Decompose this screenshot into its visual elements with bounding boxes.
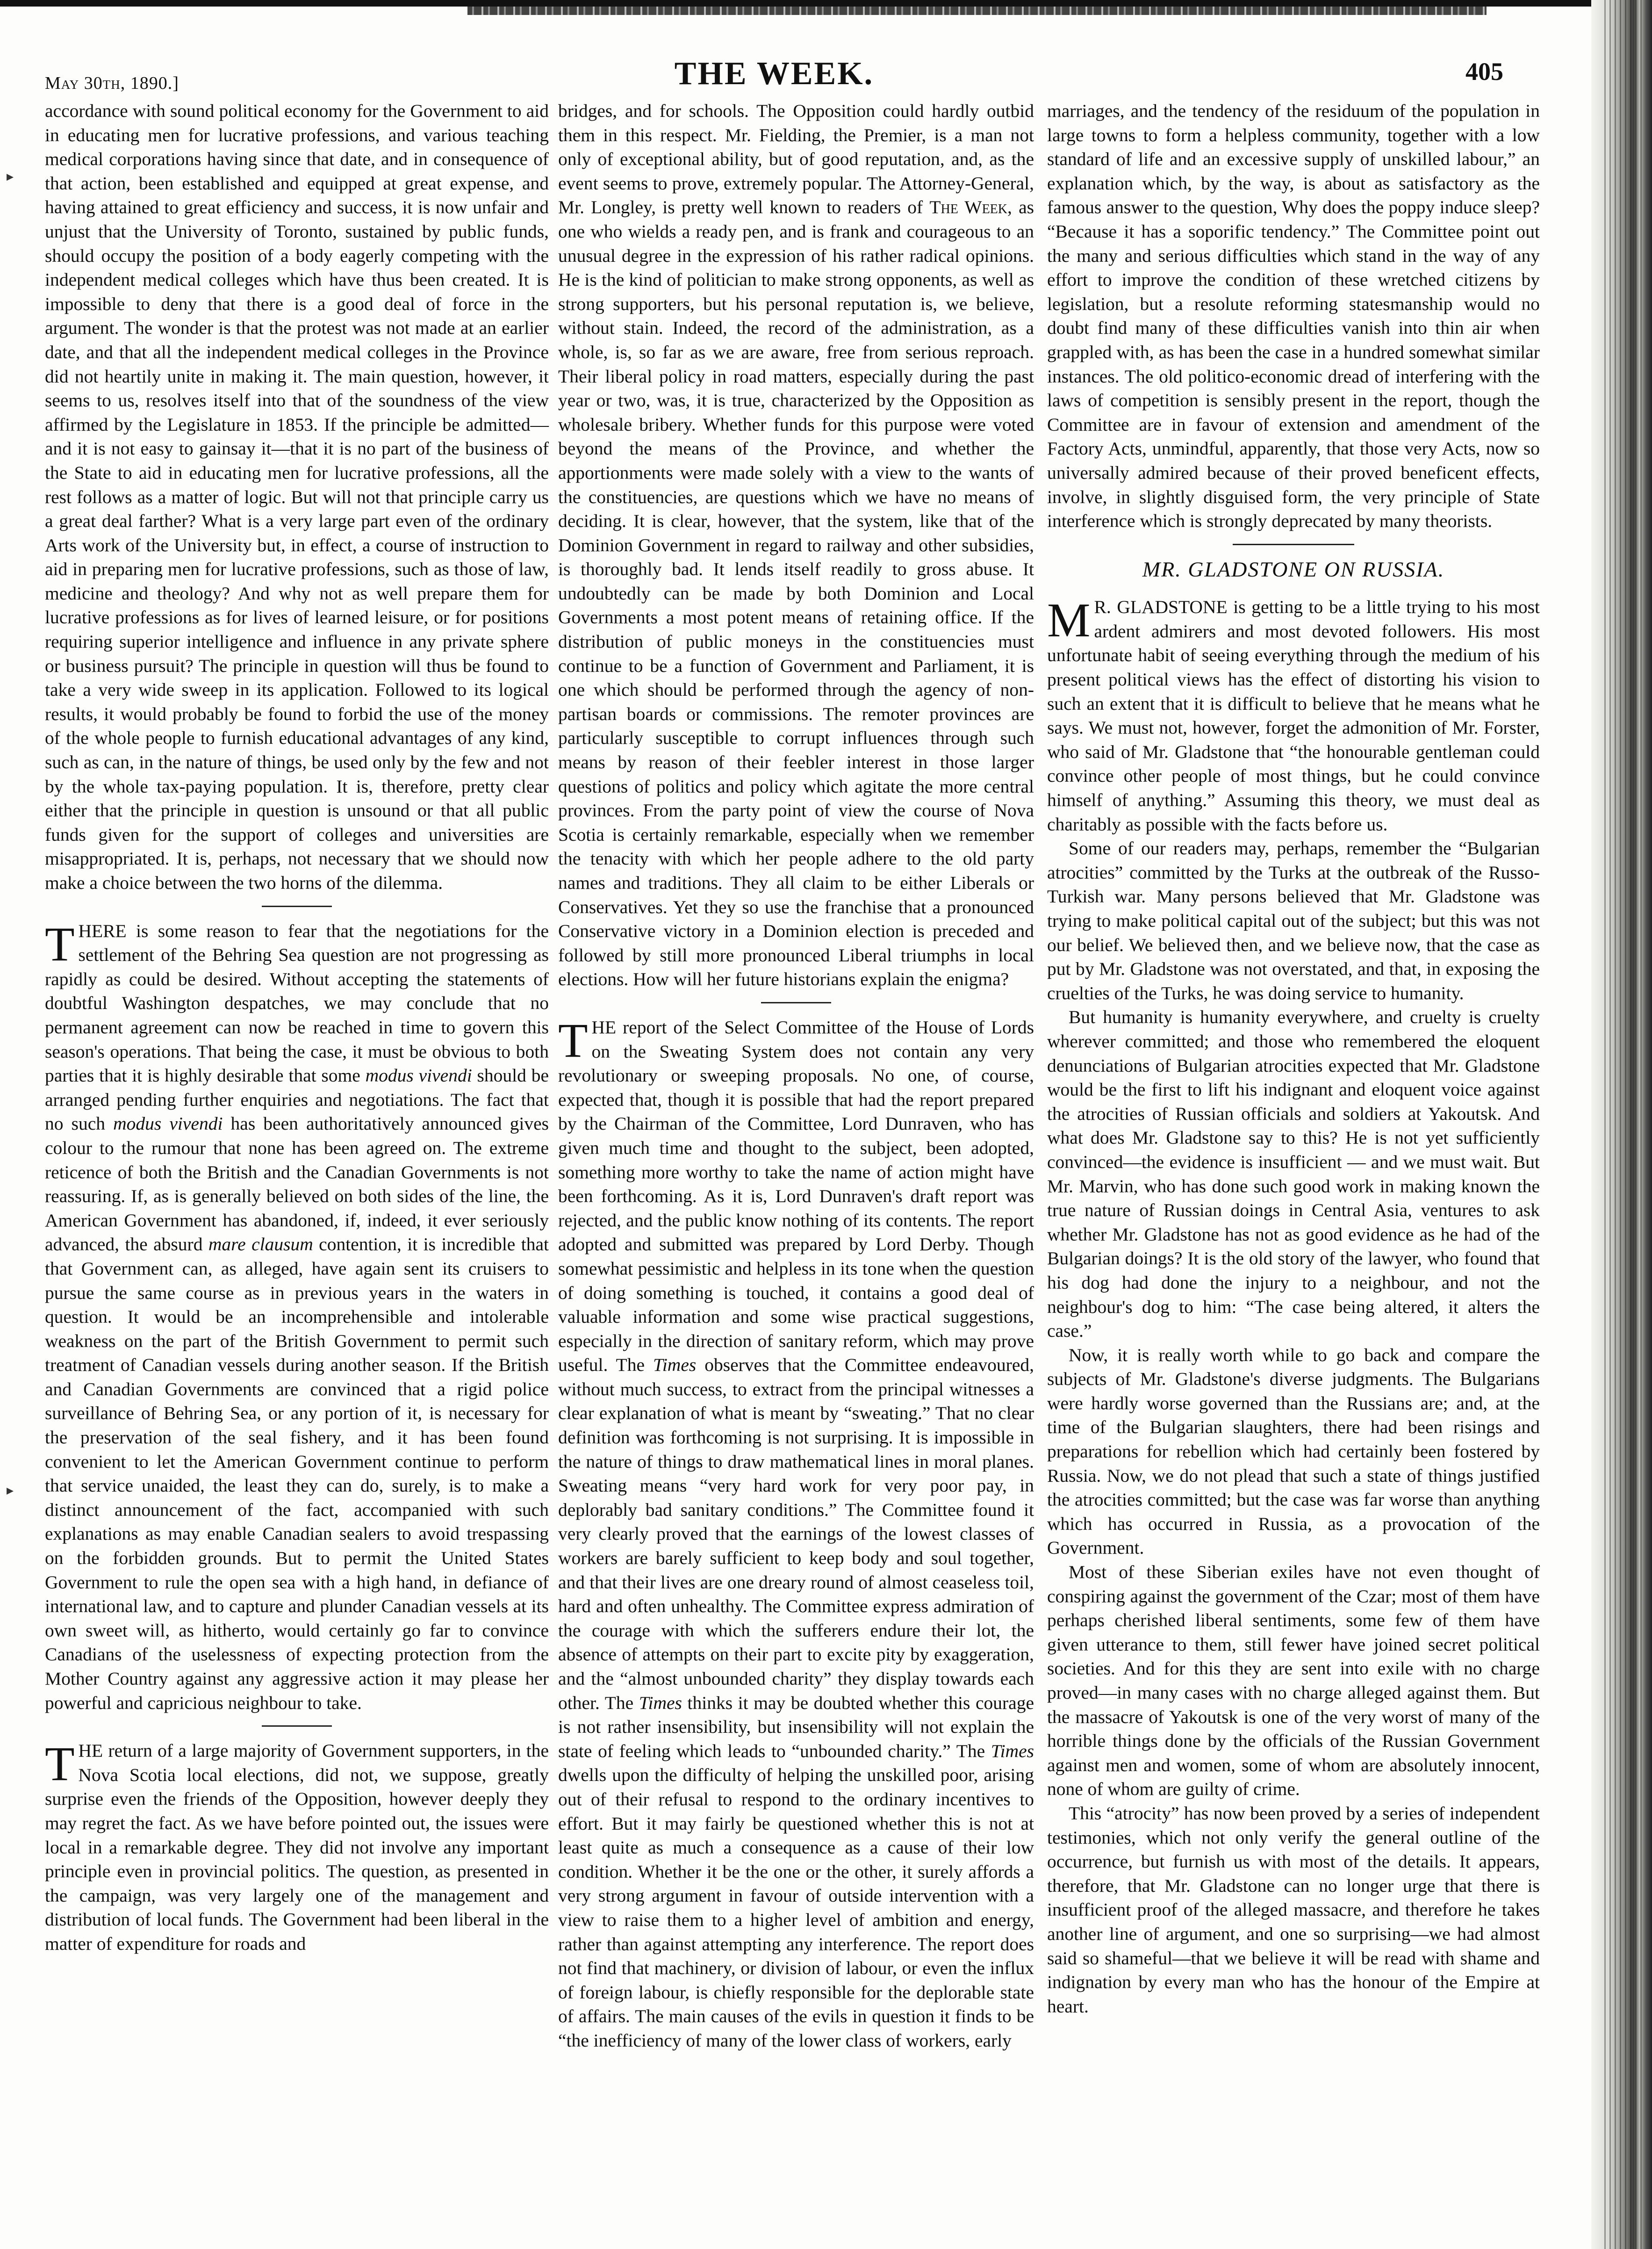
header-title: THE WEEK. — [674, 56, 874, 92]
section-divider — [262, 906, 332, 907]
header-page-number: 405 — [1465, 58, 1503, 86]
paragraph: marriages, and the tendency of the residuum of the population in large towns to form a helpless community, together with a low standard of life and an excessive supply of unskilled labour,” an explanation which, by the way, is about as satisfactory as the famous answer to the question, Why does the poppy induce sleep? “Because it has a soporific tendency.” The Committee point out the many and serious difficulties which stand in the way of any effort to improve the condition of these wretched citizens by legislation, but a resolute reforming statesmanship would no doubt find many of these difficulties vanish into thin air when grappled with, as has been the case in a hundred somewhat similar instances. The old politico-economic dread of interfering with the laws of competition is sensibly present in the report, though the Committee are in favour of extension and amendment of the Factory Acts, unmindful, apparently, that those very Acts, now so universally admired because of their proved beneficent effects, involve, in slightly disguised form, the very principle of State interference which is strongly deprecated by many theorists. — [1047, 101, 1540, 532]
section-divider — [761, 1002, 831, 1003]
paragraph: M R. GLADSTONE is getting to be a little trying to his most ardent admirers and most devoted followers. His most unfortunate habit of seeing everything through the medium of his present political views has the effect of distorting his vision to such an extent that it is difficult to believe that he means what he says. We must not, however, forget the admonition of Mr. Forster, who said of Mr. Gladstone that “the honourable gentleman could convince other people of most things, but he could convince himself of anything.” Assuming this theory, we must deal as charitably as possible with the facts before us. — [1047, 593, 1540, 835]
page-top-edge-texture — [467, 7, 1487, 15]
paragraph: THE return of a large majority of Government supporters, in the Nova Scotia local elections, did not, we suppose, greatly surprise even the friends of the Opposition, however deeply they may regret the fact. As we have before pointed out, the issues were local in a remarkable degree. They did not involve any important principle even in provincial politics. The question, as presented in the campaign, was very largely one of the management and distribution of local funds. The Government had been liberal in the matter of expenditure for roads and — [45, 1737, 549, 1954]
section-divider — [262, 1725, 332, 1727]
page-header — [45, 55, 1503, 102]
paragraph: Most of these Siberian exiles have not even thought of conspiring against the government of the Czar; most of them have perhaps cherished liberal sentiments, some few of them have given utterance to them, still fewer have joined secret political societies. And for this they are sent into exile with no charge proved—in many cases with no charge alleged against them. But the massacre of Yakoutsk is one of the very worst of many of the horrible things done by the officials of the Russian Government against men and women, some of whom are absolutely innocent, none of whom are guilty of crime. — [1047, 1562, 1540, 1800]
paragraph: But humanity is humanity everywhere, and cruelty is cruelty wherever committed; and those who remembered the eloquent denunciations of Bulgarian atrocities expected that Mr. Gladstone would be the first to lift his indignant and eloquent voice against the atrocities of Russian officials and soldiers at Yakoutsk. And what does Mr. Gladstone say to this? He is not yet sufficiently convinced—the evidence is insufficient — and we must wait. But Mr. Marvin, who has done such good work in making known the true nature of Russian doings in Central Asia, ventures to ask whether Mr. Gladstone has not as good evidence as he had of the Bulgarian doings? It is the old story of the lawyer, who found that his dog had done the injury to a neighbour, and not the neighbour's dog to him: “The case being altered, it alters the case.” — [1047, 1007, 1540, 1341]
binding-spine-lines — [1604, 0, 1642, 2249]
paragraph: bridges, and for schools. The Opposition could hardly outbid them in this respect. Mr. Fielding, the Premier, is a man not only of exceptional ability, but of good reputation, and, as the event seems to prove, extremely popular. The Attorney-General, Mr. Longley, is pretty well known to readers of The Week, as one who wields a ready pen, and is frank and courageous to an unusual degree in the expression of his rather radical opinions. He is the kind of politician to make strong opponents, as well as strong supporters, but his personal reputation is, we believe, without stain. Indeed, the record of the administration, as a whole, is, so far as we are aware, free from serious reproach. Their liberal policy in road matters, especially during the past year or two, was, it is true, characterized by the Opposition as wholesale bribery. Whether funds for this purpose were voted beyond the means of the Province, and whether the apportionments were made solely with a view to the wants of the constituencies, are questions which we have no means of deciding. It is clear, however, that the system, like that of the Dominion Government in regard to railway and other subsidies, is thoroughly bad. It lends itself readily to gross abuse. It undoubtedly can be made by both Dominion and Local Governments a most potent means of retaining office. If the distribution of public moneys in the constituencies must continue to be a function of Government and Parliament, it is one which should be performed through the agency of non-partisan boards or commissions. The remoter provinces are particularly susceptible to corrupt influences through such means by reason of their feebler interest in those larger questions of politics and policy which agitate the more central provinces. From the party point of view the course of Nova Scotia is certainly remarkable, especially when we remember the tenacity with which her people adhere to the old party names and traditions. They all claim to be either Liberals or Conservatives. Yet they so use the franchise that a pronounced Conservative victory in a Dominion election is preceded and followed by still more pronounced Liberal triumphs in local elections. How will her future historians explain the enigma? — [558, 101, 1034, 990]
paragraph: Some of our readers may, perhaps, remember the “Bulgarian atrocities” committed by the Turks at the outbreak of the Russo-Turkish war. Many persons believed that Mr. Gladstone was trying to make political capital out of the subject; but this was not our belief. We believed then, and we believe now, that the case as put by Mr. Gladstone was not overstated, and that, in exposing the cruelties of the Turks, he was doing service to humanity. — [1047, 838, 1540, 1003]
column-3 — [1047, 99, 1540, 2018]
drop-cap: T — [558, 1013, 588, 1067]
drop-cap: T — [45, 917, 75, 971]
column-2 — [558, 99, 1034, 2053]
article-title: MR. GLADSTONE ON RUSSIA. — [1142, 557, 1445, 581]
paragraph: THE report of the Select Committee of the House of Lords on the Sweating System does not contain any very revolutionary or sweeping proposals. No one, of course, expected that, though it is possible that had the report prepared by the Chairman of the Committee, Lord Dunraven, who has given much time and thought to the subject, been adopted, something more worthy to take the name of action might have been forthcoming. As it is, Lord Dunraven's draft report was rejected, and the public know nothing of its contents. The report adopted and submitted was prepared by Lord Derby. Though somewhat pessimistic and helpless in its tone when the question of doing something is touched, it contains a good deal of valuable information and some wise practical suggestions, especially in the direction of sanitary reform, which may prove useful. The Times observes that the Committee endeavoured, without much success, to extract from the principal witnesses a clear explanation of what is meant by “sweating.” That no clear definition was forthcoming is not surprising. It is impossible in the nature of things to draw mathematical lines in moral planes. Sweating means “very hard work for very poor pay, in deplorably bad sanitary conditions.” The Committee found it very clearly proved that the earnings of the lowest classes of workers are barely sufficient to keep body and soul together, and that their lives are one dreary round of almost ceaseless toil, hard and often unhealthy. The Committee express admiration of the courage with which the sufferers endure their lot, the absence of attempts on their part to excite pity by exaggeration, and the “almost unbounded charity” they display towards each other. The Times thinks it may be doubted whether this courage is not rather insensibility, but insensibility will not explain the state of feeling which leads to “unbounded charity.” The Times dwells upon the difficulty of helping the unskilled poor, arising out of their refusal to respond to the ordinary incentives to effort. But it may fairly be questioned whether this is not at least quite as much a consequence as a cause of their low condition. Whether it be the one or the other, it surely affords a very strong argument in favour of outside intervention with a view to raise them to a higher level of ambition and energy, rather than against attempting any interference. The report does not find that machinery, or division of labour, or even the influx of foreign labour, is chiefly responsible for the deplorable state of affairs. The main causes of the evils in question it finds to be “the inefficiency of many of the lower class of workers, early — [558, 1013, 1034, 2051]
margin-mark: ▸ — [7, 169, 14, 184]
paragraph: Now, it is really worth while to go back and compare the subjects of Mr. Gladstone's diverse judgments. The Bulgarians were hardly worse governed than the Russians are; and, at the time of the Bulgarian slaughters, there had been risings and preparations for rebellion which had certainly been fostered by Russia. Now, we do not plead that such a state of things justified the atrocities committed; but the case was far worse than anything which has occurred in Russia, as a provocation of the Government. — [1047, 1344, 1540, 1558]
paragraph: THERE is some reason to fear that the negotiations for the settlement of the Behring Sea question are not progressing as rapidly as could be desired. Without accepting the statements of doubtful Washington despatches, we may conclude that no permanent agreement can now be reached in time to govern this season's operations. That being the case, it must be obvious to both parties that it is highly desirable that some modus vivendi should be arranged pending further enquiries and negotiations. The fact that no such modus vivendi has been authoritatively announced gives colour to the rumour that none has been agreed on. The extreme reticence of both the British and the Canadian Governments is not reassuring. If, as is generally believed on both sides of the line, the American Government has abandoned, if, indeed, it ever seriously advanced, the absurd mare clausum contention, it is incredible that that Government can, as alleged, have again sent its cruisers to pursue the same course as in previous years in the waters in question. It would be an incomprehensible and intolerable weakness on the part of the British Government to permit such treatment of Canadian vessels during another season. If the British and Canadian Governments are convinced that a rigid police surveillance of Behring Sea, or any portion of it, is necessary for the preservation of the seal fishery, and it has been found convenient to let the American Government continue to perform that service unaided, the least they can do, surely, is to make a distinct announcement of the fact, accompanied with such explanations as may enable Canadian sealers to avoid trespassing on the forbidden grounds. But to permit the United States Government to rule the open sea with a high hand, in defiance of international law, and to capture and plunder Canadian vessels at its own sweet will, as hitherto, would certainly go far to convince Canadians of the uselessness of expecting protection from the Mother Country against any aggressive action it may please her powerful and capricious neighbour to take. — [45, 917, 549, 1713]
paragraph: accordance with sound political economy for the Government to aid in educating men for lucrative professions, and various teaching medical corporations having since that date, and in consequence of that action, been established and equipped at great expense, and having attained to great efficiency and success, it is now unfair and unjust that the University of Toronto, sustained by public funds, should occupy the position of a body eagerly competing with the independent medical colleges which have thus been created. It is impossible to deny that there is a good deal of force in the argument. The wonder is that the protest was not made at an earlier date, and that all the independent medical colleges in the Province did not heartily unite in making it. The main question, however, it seems to us, resolves itself into that of the soundness of the view affirmed by the Legislature in 1853. If the principle be admitted—and it is not easy to gainsay it—that it is no part of the business of the State to aid in educating men for lucrative professions, all the rest follows as a matter of logic. But will not that principle carry us a great deal farther? What is a very large part even of the ordinary Arts work of the University but, in effect, a course of instruction to aid in preparing men for lucrative professions, such as those of law, medicine and theology? And why not as well prepare them for lucrative professions as for lives of learned leisure, or for positions requiring superior intelligence and influence in any private sphere or business pursuit? The principle in question will thus be found to take a very wide sweep in its application. Followed to its logical results, it would probably be found to forbid the use of the money of the whole people to furnish educational advantages of any kind, such as can, in the nature of things, be used only by the few and not by the whole tax-paying population. It is, therefore, pretty clear either that the principle in question is unsound or that all public funds given for the support of colleges and universities are misappropriated. It is, perhaps, not necessary that we should now make a choice between the two horns of the dilemma. — [45, 101, 549, 893]
header-date: May 30th, 1890.] — [45, 73, 179, 93]
section-divider — [1233, 544, 1354, 545]
drop-cap: T — [45, 1737, 75, 1791]
paragraph: This “atrocity” has now been proved by a series of independent testimonies, which not only verify the general outline of the occurrence, but furnish us with most of the details. It appears, therefore, that Mr. Gladstone can no longer urge that there is insufficient proof of the alleged massacre, and therefore he takes another line of argument, and one so surprising—we had almost said so shameful—that we believe it will be read with shame and indignation by every man who has the honour of the Empire at heart. — [1047, 1802, 1540, 2017]
column-1 — [45, 99, 549, 1956]
drop-cap: M — [1047, 593, 1091, 648]
page-top-edge — [0, 0, 1652, 7]
margin-mark: ▸ — [7, 1483, 14, 1498]
